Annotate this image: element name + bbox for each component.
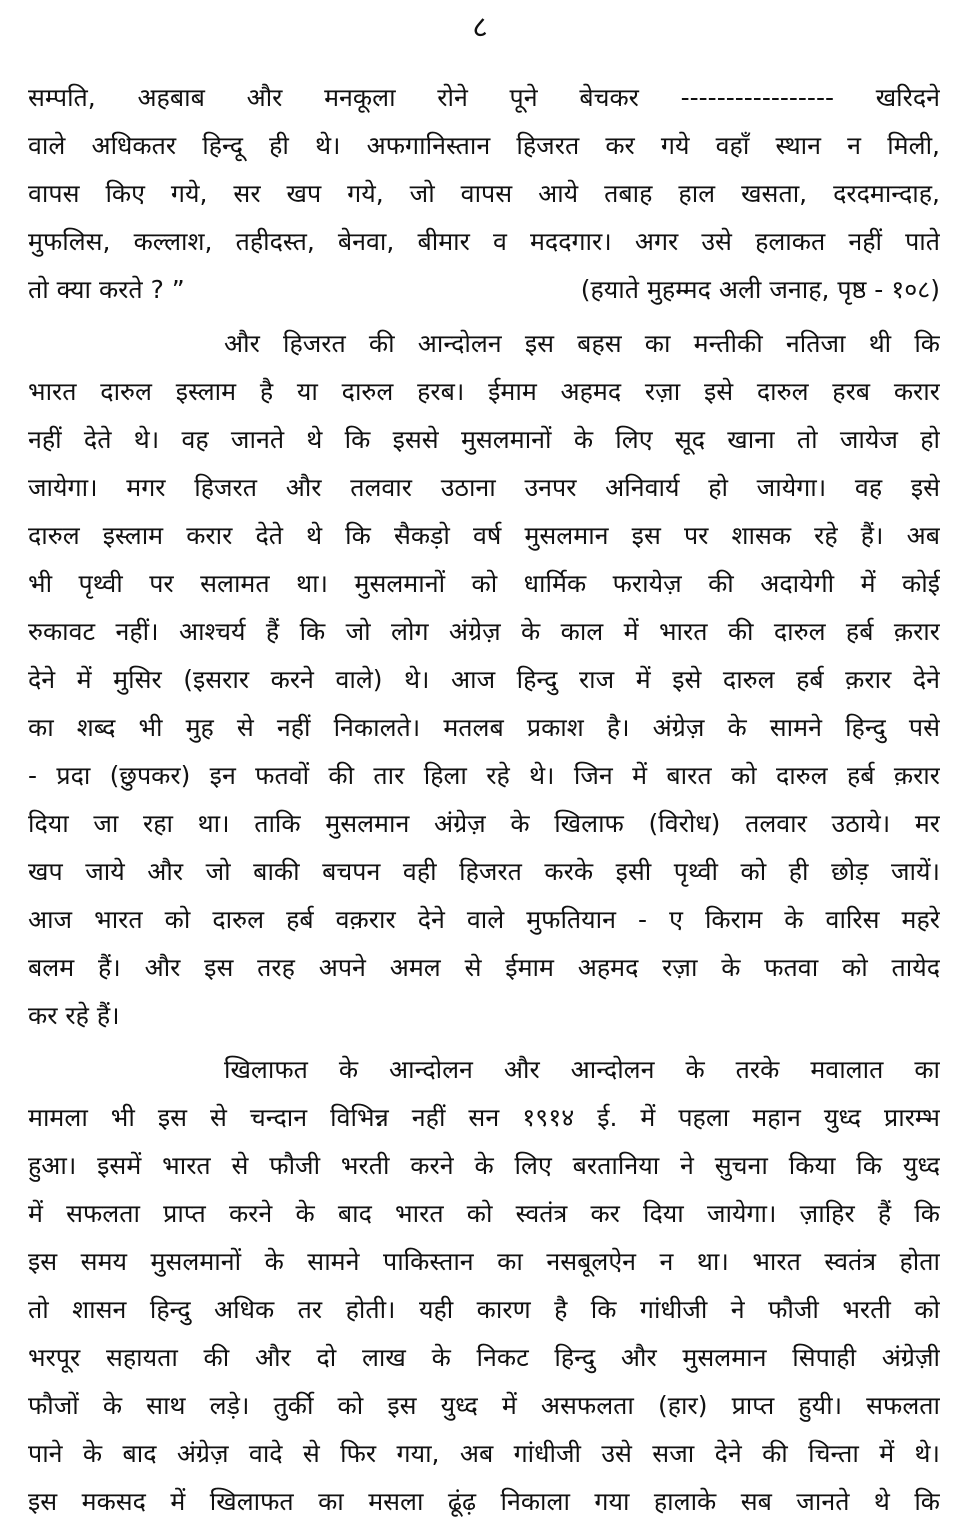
text-line: फौजों के साथ लड़े। तुर्की को इस युध्द में असफलता (हार) प्राप्त हुयी। सफलता [28,1391,940,1420]
text-line: कर रहे हैं। [28,1001,120,1030]
text-line: भी पृथ्वी पर सलामत था। मुसलमानों को धार्मिक फरायेज़ की अदायेगी में कोई [28,569,940,598]
page-number: ८ [472,10,488,45]
text-line: इस मकसद में खिलाफत का मसला ढूंढ़ निकाला गया हालाके सब जानते थे कि [28,1487,940,1516]
text-line: हुआ। इसमें भारत से फौजी भरती करने के लिए बरतानिया ने सुचना किया कि युध्द [28,1151,940,1180]
text-line: - प्रदा (छुपकर) इन फतवों की तार हिला रहे थे। जिन में बारत को दारुल हर्ब क़रार [28,761,940,790]
text-line: वापस किए गये, सर खप गये, जो वापस आये तबाह हाल खसता, दरदमान्दाह, [28,179,940,208]
text-line: सम्पति, अहबाब और मनकूला रोने पूने बेचकर ----------------- खरिदने [28,83,940,112]
text-line: तो शासन हिन्दु अधिक तर होती। यही कारण है कि गांधीजी ने फौजी भरती को [28,1295,940,1324]
text-line: जायेगा। मगर हिजरत और तलवार उठाना उनपर अनिवार्य हो जायेगा। वह इसे [28,473,940,502]
text-line: रुकावट नहीं। आश्चर्य हैं कि जो लोग अंग्रेज़ के काल में भारत की दारुल हर्ब क़रार [28,617,940,646]
text-line: भरपूर सहायता की और दो लाख के निकट हिन्दु और मुसलमान सिपाही अंग्रेज़ी [28,1343,940,1372]
text-line: और हिजरत की आन्दोलन इस बहस का मन्तीकी नतिजा थी कि [224,329,940,358]
paragraph-hijrat [28,320,940,1040]
text-line: वाले अधिकतर हिन्दू ही थे। अफगानिस्तान हिजरत कर गये वहाँ स्थान न मिली, [28,131,940,160]
citation: (हयाते मुहम्मद अली जनाह, पृष्ठ - १०८) [580,275,940,304]
text-line: पाने के बाद अंग्रेज़ वादे से फिर गया, अब गांधीजी उसे सजा देने की चिन्ता में थे। [28,1439,940,1468]
text-line: दारुल इस्लाम करार देते थे कि सैकड़ो वर्ष मुसलमान इस पर शासक रहे हैं। अब [28,521,940,550]
text-line: नहीं देते थे। वह जानते थे कि इससे मुसलमानों के लिए सूद खाना तो जायेज हो [28,425,940,454]
quote-closing-text: तो क्या करते ? ” [28,275,185,304]
text-line: आज भारत को दारुल हर्ब वक़रार देने वाले मुफतियान - ए किराम के वारिस महरे [28,905,940,934]
text-line: बलम हैं। और इस तरह अपने अमल से ईमाम अहमद रज़ा के फतवा को तायेद [28,953,940,982]
text-line: खप जाये और जो बाकी बचपन वही हिजरत करके इसी पृथ्वी को ही छोड़ जायें। [28,857,940,886]
text-line: दिया जा रहा था। ताकि मुसलमान अंग्रेज़ के खिलाफ (विरोध) तलवार उठाये। मर [28,809,940,838]
text-line: में सफलता प्राप्त करने के बाद भारत को स्वतंत्र कर दिया जायेगा। ज़ाहिर हैं कि [28,1199,940,1228]
paragraph-quote-continuation [28,74,940,314]
text-line: देने में मुसिर (इसरार करने वाले) थे। आज हिन्दु राज में इसे दारुल हर्ब क़रार देने [28,665,940,694]
text-line-with-citation [28,266,940,314]
text-line: का शब्द भी मुह से नहीं निकालते। मतलब प्रकाश है। अंग्रेज़ के सामने हिन्दु पसे [28,713,940,742]
text-line: खिलाफत के आन्दोलन और आन्दोलन के तरके मवालात का [224,1055,940,1084]
paragraph-khilafat [28,1046,940,1526]
text-line: इस समय मुसलमानों के सामने पाकिस्तान का नसबूलऐन न था। भारत स्वतंत्र होता [28,1247,940,1276]
text-line: भारत दारुल इस्लाम है या दारुल हरब। ईमाम अहमद रज़ा इसे दारुल हरब करार [28,377,940,406]
text-line: मुफलिस, कल्लाश, तहीदस्त, बेनवा, बीमार व मददगार। अगर उसे हलाकत नहीं पाते [28,227,940,256]
text-line: मामला भी इस से चन्दान विभिन्न नहीं सन १९१४ ई. में पहला महान युध्द प्रारम्भ [28,1103,940,1132]
